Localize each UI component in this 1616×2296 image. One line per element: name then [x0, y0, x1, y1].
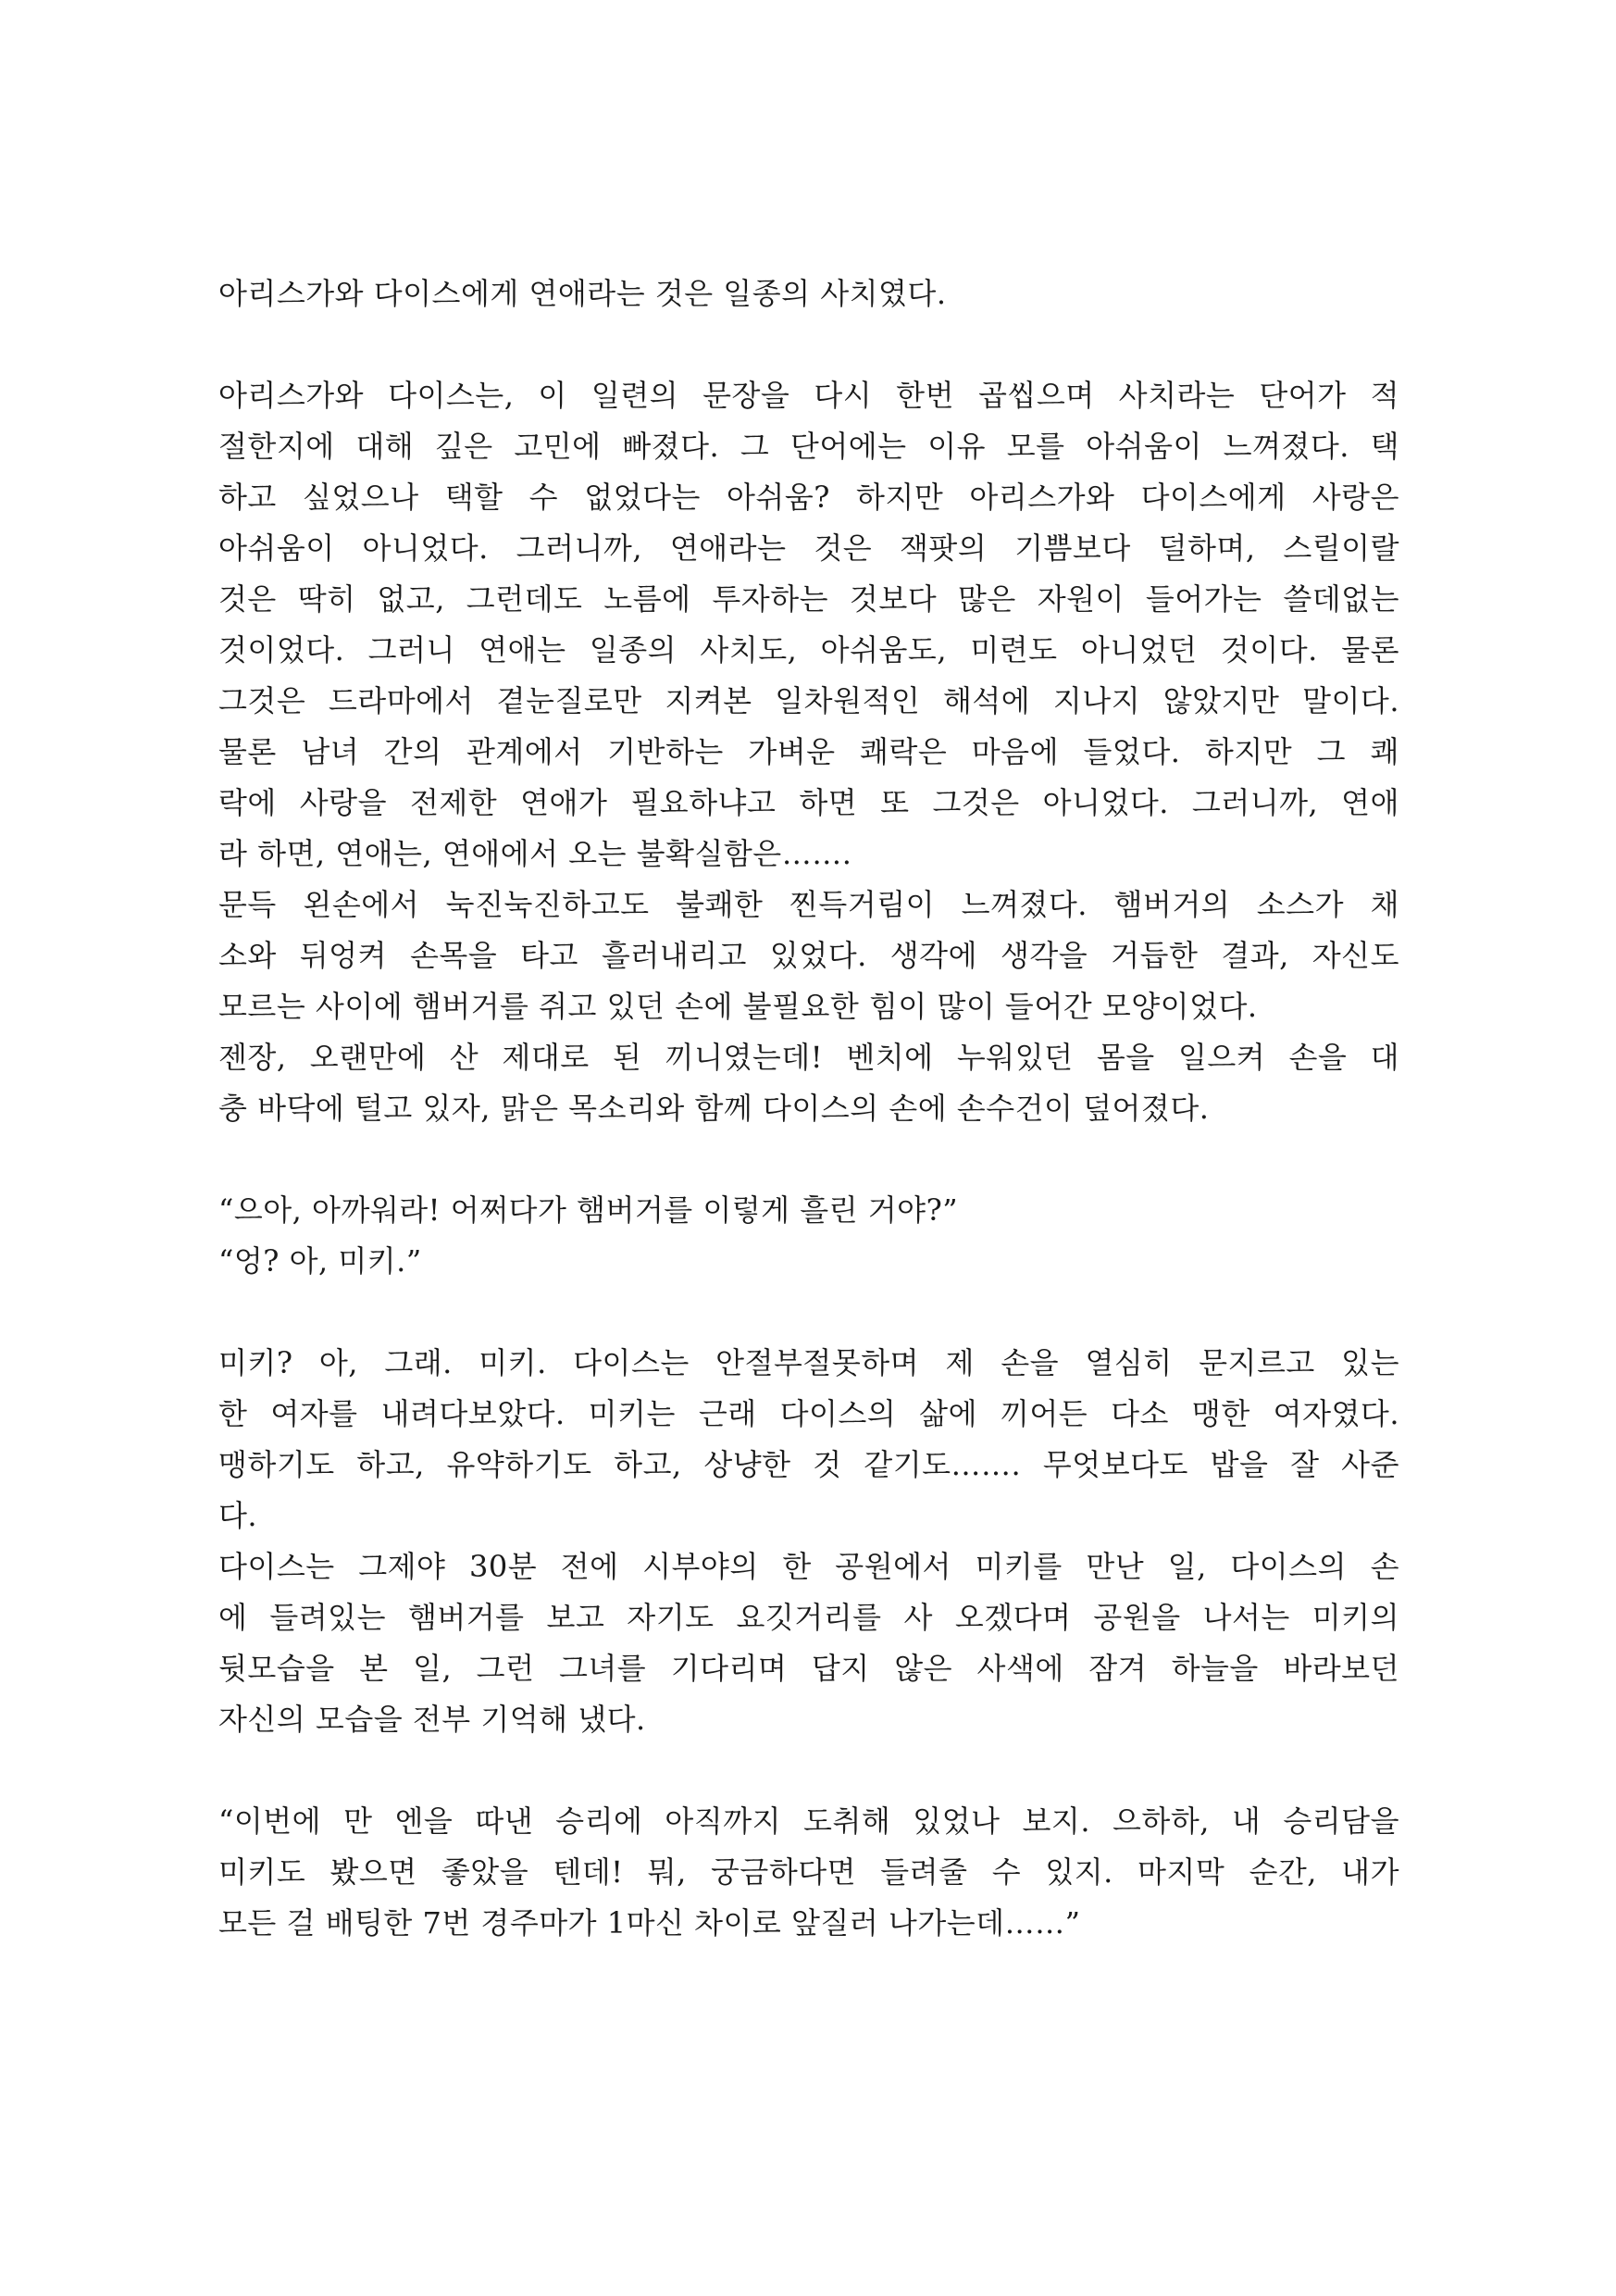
text-line: 소와 뒤엉켜 손목을 타고 흘러내리고 있었다. 생각에 생각을 거듭한 결과, 자신도 — [218, 938, 1399, 973]
text-line: 맹하기도 하고, 유약하기도 하고, 상냥한 것 같기도……. 무엇보다도 밥을 잘 사준 — [218, 1447, 1399, 1482]
text-line: 아리스가와 다이스는, 이 일련의 문장을 다시 한번 곱씹으며 사치라는 단어가 적 — [218, 378, 1399, 413]
text-line: “이번에 만 엔을 따낸 승리에 아직까지 도취해 있었나 보지. 으하하, 내 승리담을 — [218, 1803, 1399, 1839]
text-line: 모든 걸 배팅한 7번 경주마가 1마신 차이로 앞질러 나가는데……” — [218, 1905, 1081, 1940]
text-line: 문득 왼손에서 눅진눅진하고도 불쾌한 찐득거림이 느껴졌다. 햄버거의 소스가 채 — [218, 887, 1399, 922]
text-line: 라 하면, 연애는, 연애에서 오는 불확실함은……. — [218, 836, 852, 871]
blank-line — [218, 1134, 1399, 1185]
text-line: 다이스는 그제야 30분 전에 시부야의 한 공원에서 미키를 만난 일, 다이스의 손 — [218, 1549, 1399, 1584]
text-line: 자신의 모습을 전부 기억해 냈다. — [218, 1702, 646, 1737]
text-line: 하고 싶었으나 택할 수 없었다는 아쉬움? 하지만 아리스가와 다이스에게 사랑은 — [218, 480, 1399, 515]
text-line: “엉? 아, 미키.” — [218, 1243, 422, 1279]
text-line: 아리스가와 다이스에게 연애라는 것은 일종의 사치였다. — [218, 276, 947, 311]
text-line: 뒷모습을 본 일, 그런 그녀를 기다리며 답지 않은 사색에 잠겨 하늘을 바라보던 — [218, 1651, 1399, 1686]
text-line: 물론 남녀 간의 관계에서 기반하는 가벼운 쾌락은 마음에 들었다. 하지만 그 쾌 — [218, 734, 1399, 769]
text-line: 한 여자를 내려다보았다. 미키는 근래 다이스의 삶에 끼어든 다소 맹한 여자였다. — [218, 1396, 1399, 1431]
text-line: “으아, 아까워라! 어쩌다가 햄버거를 이렇게 흘린 거야?” — [218, 1192, 959, 1228]
text-line: 충 바닥에 털고 있자, 맑은 목소리와 함께 다이스의 손에 손수건이 덮어졌다. — [218, 1091, 1210, 1126]
text-line: 다. — [218, 1498, 258, 1533]
text-line: 젠장, 오랜만에 산 제대로 된 끼니였는데! 벤치에 누워있던 몸을 일으켜 손을 대 — [218, 1040, 1399, 1075]
text-line: 그것은 드라마에서 곁눈질로만 지켜본 일차원적인 해석에 지나지 않았지만 말이다. — [218, 683, 1399, 718]
text-line: 미키도 봤으면 좋았을 텐데! 뭐, 궁금하다면 들려줄 수 있지. 마지막 순간, 내가 — [218, 1854, 1399, 1890]
document-body — [218, 268, 1399, 1949]
text-line: 아쉬움이 아니었다. 그러니까, 연애라는 것은 잭팟의 기쁨보다 덜하며, 스릴이랄 — [218, 530, 1399, 566]
text-line: 절한지에 대해 깊은 고민에 빠졌다. 그 단어에는 이유 모를 아쉬움이 느껴졌다. 택 — [218, 429, 1399, 464]
blank-line — [218, 1287, 1399, 1338]
text-line: 미키? 아, 그래. 미키. 다이스는 안절부절못하며 제 손을 열심히 문지르고 있는 — [218, 1345, 1399, 1380]
text-line: 락에 사랑을 전제한 연애가 필요하냐고 하면 또 그것은 아니었다. 그러니까, 연애 — [218, 785, 1399, 820]
text-line: 것은 딱히 없고, 그런데도 노름에 투자하는 것보다 많은 자원이 들어가는 쓸데없는 — [218, 581, 1399, 617]
blank-line — [218, 1745, 1399, 1796]
text-line: 것이었다. 그러니 연애는 일종의 사치도, 아쉬움도, 미련도 아니었던 것이다. 물론 — [218, 632, 1399, 668]
blank-line — [218, 319, 1399, 370]
text-line: 에 들려있는 햄버거를 보고 자기도 요깃거리를 사 오겠다며 공원을 나서는 미키의 — [218, 1600, 1399, 1635]
text-line: 모르는 사이에 햄버거를 쥐고 있던 손에 불필요한 힘이 많이 들어간 모양이었다. — [218, 989, 1258, 1024]
